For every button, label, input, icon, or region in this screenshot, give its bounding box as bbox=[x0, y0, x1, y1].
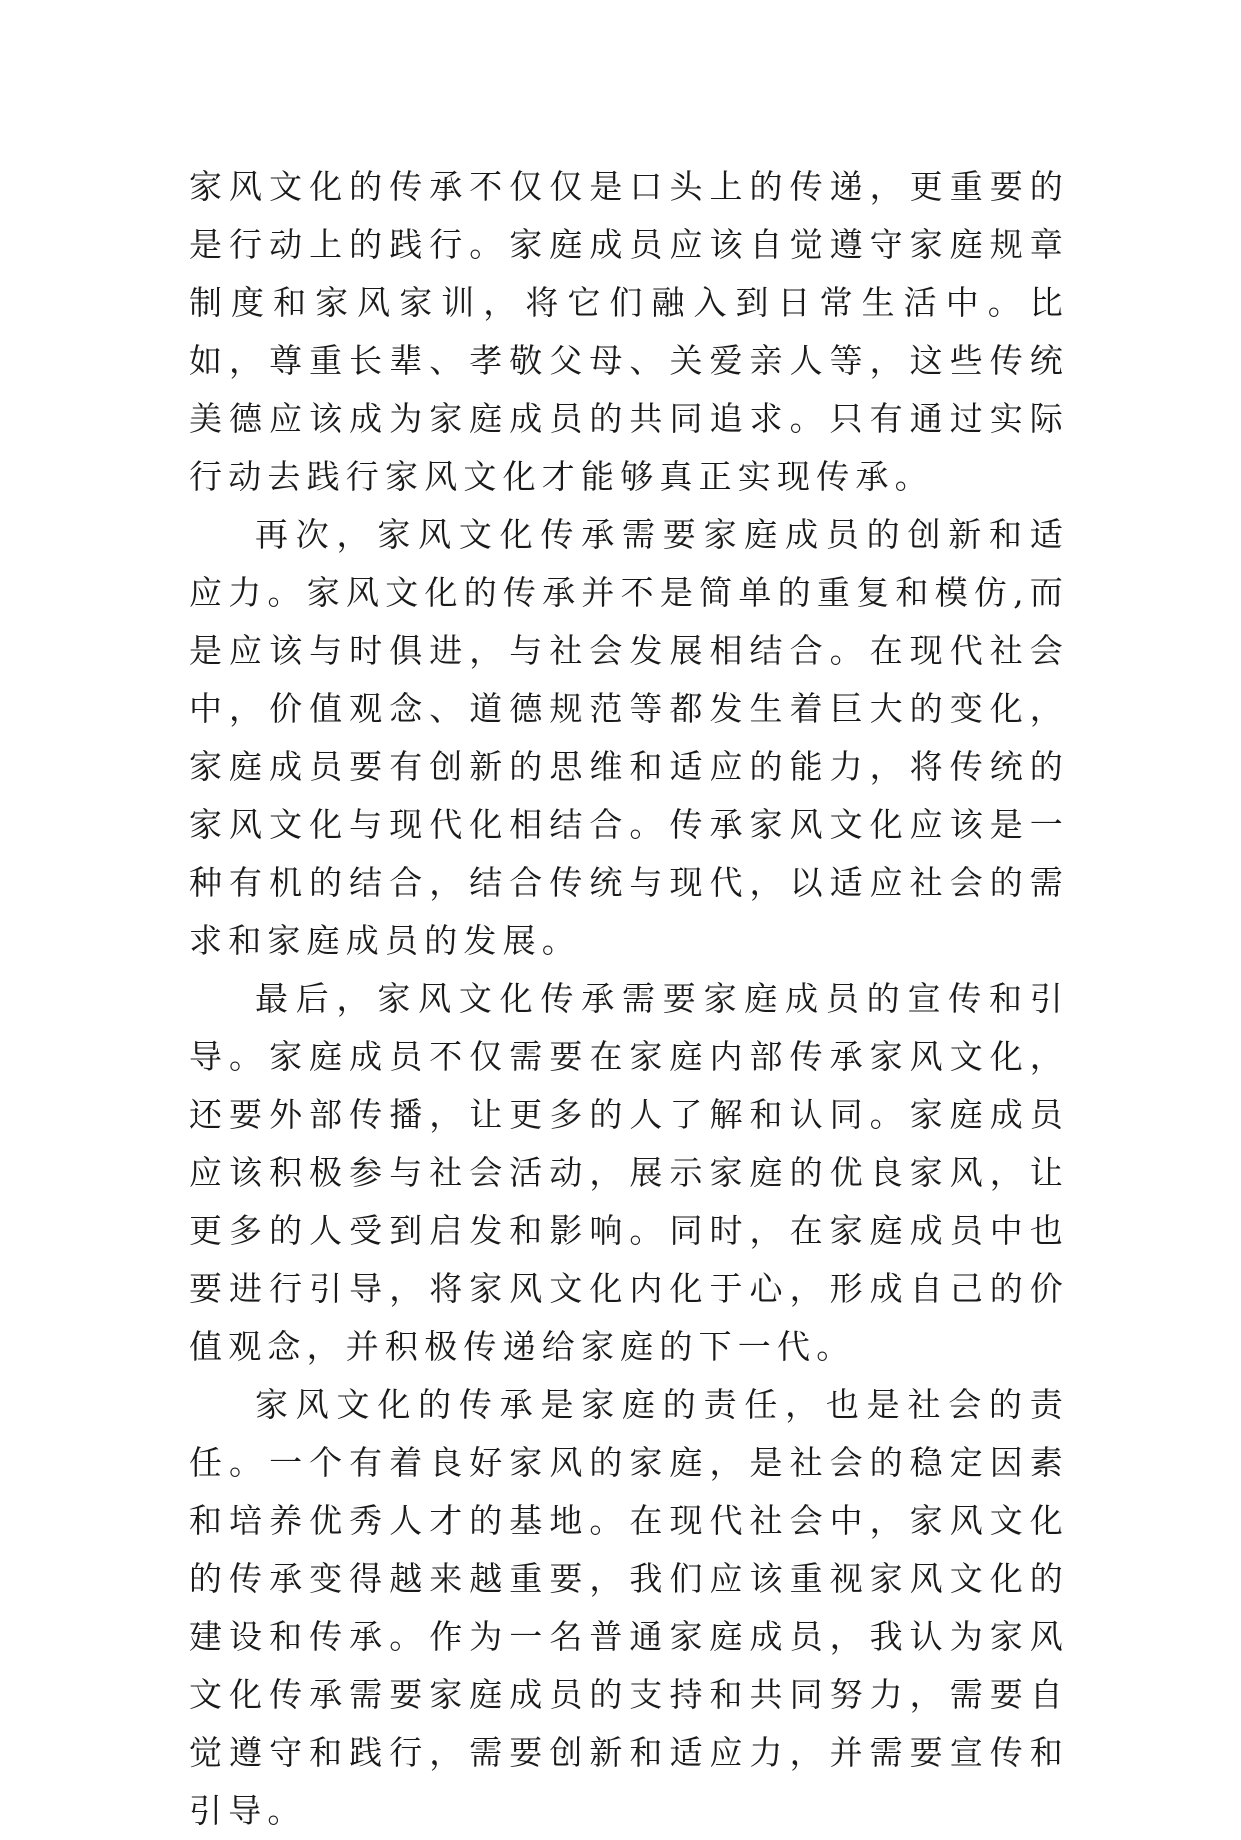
paragraph-1: 家风文化的传承不仅仅是口头上的传递，更重要的是行动上的践行。家庭成员应该自觉遵守家庭规章制度和家风家训，将它们融入到日常生活中。比如，尊重长辈、孝敬父母、关爱亲人等，这些传统美德应该成为家庭成员的共同追求。只有通过实际行动去践行家风文化才能够真正实现传承。 bbox=[189, 167, 1069, 496]
document-body bbox=[189, 158, 1069, 1840]
paragraph-3: 最后，家风文化传承需要家庭成员的宣传和引导。家庭成员不仅需要在家庭内部传承家风文化，还要外部传播，让更多的人了解和认同。家庭成员应该积极参与社会活动，展示家庭的优良家风，让更多的人受到启发和影响。同时，在家庭成员中也要进行引导，将家风文化内化于心，形成自己的价值观念，并积极传递给家庭的下一代。 bbox=[189, 979, 1069, 1366]
paragraph-4: 家风文化的传承是家庭的责任，也是社会的责任。一个有着良好家风的家庭，是社会的稳定因素和培养优秀人才的基地。在现代社会中，家风文化的传承变得越来越重要，我们应该重视家风文化的建设和传承。作为一名普通家庭成员，我认为家风文化传承需要家庭成员的支持和共同努力，需要自觉遵守和践行，需要创新和适应力，并需要宣传和引导。 bbox=[189, 1385, 1069, 1830]
paragraph-2: 再次，家风文化传承需要家庭成员的创新和适应力。家风文化的传承并不是简单的重复和模仿,而是应该与时俱进，与社会发展相结合。在现代社会中，价值观念、道德规范等都发生着巨大的变化，家庭成员要有创新的思维和适应的能力，将传统的家风文化与现代化相结合。传承家风文化应该是一种有机的结合，结合传统与现代，以适应社会的需求和家庭成员的发展。 bbox=[189, 515, 1069, 960]
